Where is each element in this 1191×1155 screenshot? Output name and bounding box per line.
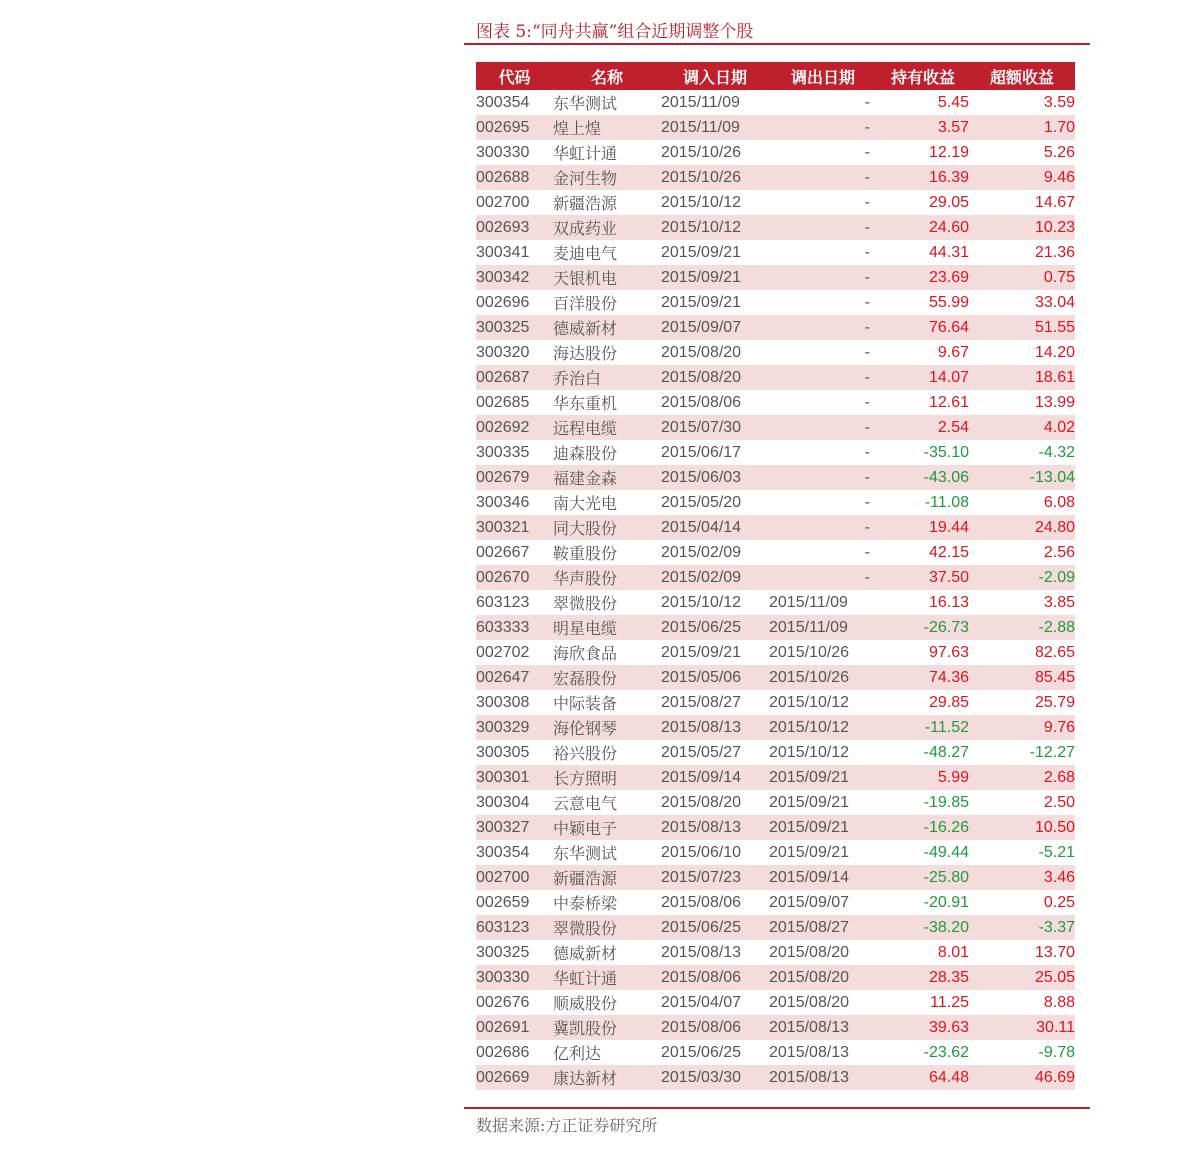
in-date-cell: 2015/08/06 [661, 965, 769, 990]
in-date-cell: 2015/09/21 [661, 243, 742, 261]
out-date-cell: 2015/08/27 [769, 915, 877, 940]
holding-return-cell: -19.85 [923, 793, 969, 811]
stock-name-cell: 煌上煌 [553, 115, 661, 140]
table-row [476, 965, 1075, 990]
holding-return-cell: -49.44 [923, 843, 969, 861]
table-row [476, 815, 1075, 840]
table-row [476, 1065, 1075, 1090]
holding-return-cell: 74.36 [877, 665, 969, 690]
holding-return-cell: 16.13 [928, 593, 969, 611]
out-date-cell: - [864, 443, 870, 461]
holding-return-cell: 12.61 [928, 393, 969, 411]
table-header-row [476, 62, 1075, 90]
holding-return-cell: -48.27 [923, 743, 969, 761]
table-row [476, 665, 1075, 690]
holding-return-cell: 23.69 [877, 265, 969, 290]
holding-return-cell: -11.52 [877, 715, 969, 740]
holding-return-cell: 8.01 [937, 943, 969, 961]
out-date-cell: 2015/09/14 [769, 865, 877, 890]
holding-return-cell: -35.10 [923, 443, 969, 461]
stock-code-cell: 002695 [476, 115, 553, 140]
excess-return-cell: 2.50 [1043, 793, 1075, 811]
stock-code-cell: 300305 [476, 743, 530, 761]
out-date-cell: 2015/10/26 [769, 643, 850, 661]
excess-return-cell: 2.68 [969, 765, 1075, 790]
excess-return-cell: 24.80 [969, 515, 1075, 540]
table-row [476, 515, 1075, 540]
holding-return-cell: 37.50 [877, 565, 969, 590]
out-date-cell: - [769, 215, 877, 240]
out-date-cell: 2015/10/12 [769, 693, 850, 711]
stock-name-cell: 中颖电子 [553, 815, 661, 840]
stock-code-cell: 002676 [476, 993, 530, 1011]
figure-title: 图表 5:“同舟共赢”组合近期调整个股 [476, 22, 754, 42]
out-date-cell: - [769, 265, 877, 290]
excess-return-cell: 9.46 [969, 165, 1075, 190]
in-date-cell: 2015/10/12 [661, 193, 742, 211]
stock-code-cell: 300354 [476, 93, 530, 111]
out-date-cell: 2015/08/20 [769, 965, 877, 990]
excess-return-cell: 82.65 [1034, 643, 1075, 661]
stock-code-cell: 002700 [476, 865, 553, 890]
out-date-cell: 2015/09/21 [769, 765, 877, 790]
stock-name-cell: 海伦钢琴 [553, 715, 661, 740]
out-date-cell: - [769, 565, 877, 590]
holding-return-cell: -16.26 [877, 815, 969, 840]
stock-code-cell: 002702 [476, 643, 530, 661]
holding-return-cell: 42.15 [928, 543, 969, 561]
stock-name-cell: 百洋股份 [553, 296, 618, 313]
excess-return-cell: -2.88 [969, 615, 1075, 640]
in-date-cell: 2015/06/25 [661, 1043, 742, 1061]
stock-name-cell: 新疆浩源 [553, 196, 618, 213]
stock-name-cell: 天银机电 [553, 265, 661, 290]
in-date-cell: 2015/05/06 [661, 665, 769, 690]
excess-return-cell: -2.09 [969, 565, 1075, 590]
out-date-cell: 2015/10/12 [769, 743, 850, 761]
stock-code-cell: 603123 [476, 915, 553, 940]
table-row [476, 215, 1075, 240]
table-row [476, 890, 1075, 915]
table-row [476, 115, 1075, 140]
holding-return-cell: 44.31 [928, 243, 969, 261]
table-row [476, 590, 1075, 615]
out-date-cell: 2015/09/21 [769, 793, 850, 811]
excess-return-cell: -9.78 [1038, 1043, 1075, 1061]
excess-return-cell: 3.85 [1043, 593, 1075, 611]
table-row [476, 740, 1075, 765]
holding-return-cell: 3.57 [877, 115, 969, 140]
table-row [476, 265, 1075, 290]
out-date-cell: - [864, 543, 870, 561]
in-date-cell: 2015/11/09 [661, 115, 769, 140]
out-date-cell: - [864, 393, 870, 411]
source-divider [464, 1107, 1090, 1109]
table-row [476, 640, 1075, 665]
in-date-cell: 2015/08/06 [661, 893, 742, 911]
table-row [476, 240, 1075, 265]
holding-return-cell: 29.85 [928, 693, 969, 711]
holding-return-cell: 64.48 [877, 1065, 969, 1090]
out-date-cell: 2015/09/07 [769, 893, 850, 911]
stock-code-cell: 002667 [476, 543, 530, 561]
stock-name-cell: 乔治白 [553, 365, 661, 390]
header-out-date: 调出日期 [769, 62, 877, 90]
excess-return-cell: 46.69 [969, 1065, 1075, 1090]
source-note: 数据来源:方正证券研究所 [476, 1116, 658, 1135]
table-row [476, 915, 1075, 940]
in-date-cell: 2015/04/14 [661, 515, 769, 540]
stock-code-cell: 300346 [476, 493, 530, 511]
stock-name-cell: 冀凯股份 [553, 1015, 661, 1040]
excess-return-cell: 25.79 [1034, 693, 1075, 711]
excess-return-cell: -13.04 [969, 465, 1075, 490]
excess-return-cell: 33.04 [1034, 293, 1075, 311]
stock-name-cell: 新疆浩源 [553, 865, 661, 890]
out-date-cell: - [769, 415, 877, 440]
excess-return-cell: 18.61 [969, 365, 1075, 390]
table-row [476, 840, 1075, 865]
holding-return-cell: 39.63 [877, 1015, 969, 1040]
stock-code-cell: 002685 [476, 393, 530, 411]
in-date-cell: 2015/10/12 [661, 215, 769, 240]
stock-name-cell: 鞍重股份 [553, 546, 618, 563]
stock-name-cell: 海达股份 [553, 346, 618, 363]
stock-code-cell: 002669 [476, 1065, 553, 1090]
stock-code-cell: 002686 [476, 1043, 530, 1061]
table-row [476, 390, 1075, 415]
in-date-cell: 2015/05/20 [661, 493, 742, 511]
stock-name-cell: 金河生物 [553, 165, 661, 190]
in-date-cell: 2015/10/12 [661, 593, 742, 611]
stock-code-cell: 002659 [476, 893, 530, 911]
in-date-cell: 2015/05/27 [661, 743, 742, 761]
out-date-cell: 2015/11/09 [769, 593, 848, 611]
holding-return-cell: -38.20 [877, 915, 969, 940]
stock-name-cell: 德威新材 [553, 315, 661, 340]
in-date-cell: 2015/09/21 [661, 643, 742, 661]
excess-return-cell: 3.59 [1043, 93, 1075, 111]
in-date-cell: 2015/08/13 [661, 815, 769, 840]
excess-return-cell: 10.50 [969, 815, 1075, 840]
in-date-cell: 2015/10/26 [661, 143, 742, 161]
stock-code-cell: 002691 [476, 1015, 553, 1040]
stock-name-cell: 宏磊股份 [553, 665, 661, 690]
table-row [476, 765, 1075, 790]
stock-name-cell: 双成药业 [553, 215, 661, 240]
stock-name-cell: 裕兴股份 [553, 746, 618, 763]
excess-return-cell: -3.37 [969, 915, 1075, 940]
holding-return-cell: 55.99 [928, 293, 969, 311]
excess-return-cell: 13.99 [1034, 393, 1075, 411]
table-row [476, 715, 1075, 740]
table-row [476, 990, 1075, 1015]
excess-return-cell: 14.20 [1034, 343, 1075, 361]
table-row [476, 90, 1075, 115]
in-date-cell: 2015/08/13 [661, 943, 742, 961]
stock-code-cell: 300329 [476, 715, 553, 740]
stock-code-cell: 300304 [476, 793, 530, 811]
stock-name-cell: 长方照明 [553, 765, 661, 790]
excess-return-cell: 9.76 [969, 715, 1075, 740]
excess-return-cell: 30.11 [969, 1015, 1075, 1040]
holding-return-cell: 11.25 [930, 993, 969, 1011]
stock-code-cell: 300308 [476, 693, 530, 711]
header-excess-return: 超额收益 [969, 62, 1075, 90]
stock-name-cell: 中际装备 [553, 696, 618, 713]
in-date-cell: 2015/07/23 [661, 865, 769, 890]
in-date-cell: 2015/08/27 [661, 693, 742, 711]
holding-return-cell: 16.39 [877, 165, 969, 190]
stock-code-cell: 603123 [476, 593, 530, 611]
excess-return-cell: 13.70 [1034, 943, 1075, 961]
header-name: 名称 [553, 62, 661, 90]
stock-code-cell: 300330 [476, 965, 553, 990]
out-date-cell: 2015/08/13 [769, 1015, 877, 1040]
out-date-cell: - [864, 93, 870, 111]
stock-name-cell: 康达新材 [553, 1065, 661, 1090]
stock-name-cell: 华声股份 [553, 565, 661, 590]
stock-code-cell: 002679 [476, 465, 553, 490]
excess-return-cell: 1.70 [969, 115, 1075, 140]
in-date-cell: 2015/08/13 [661, 715, 769, 740]
holding-return-cell: 9.67 [937, 343, 969, 361]
excess-return-cell: -4.32 [1038, 443, 1075, 461]
stock-code-cell: 300327 [476, 815, 553, 840]
in-date-cell: 2015/06/10 [661, 843, 742, 861]
out-date-cell: - [769, 515, 877, 540]
stock-name-cell: 华虹计通 [553, 146, 618, 163]
in-date-cell: 2015/06/03 [661, 465, 769, 490]
out-date-cell: - [769, 315, 877, 340]
stock-code-cell: 300335 [476, 443, 530, 461]
stock-name-cell: 东华测试 [553, 846, 618, 863]
holding-return-cell: -11.08 [924, 493, 969, 511]
stock-name-cell: 同大股份 [553, 515, 661, 540]
table-row [476, 140, 1075, 165]
in-date-cell: 2015/09/14 [661, 765, 769, 790]
in-date-cell: 2015/09/21 [661, 293, 742, 311]
header-code: 代码 [476, 62, 553, 90]
out-date-cell: 2015/09/21 [769, 843, 850, 861]
excess-return-cell: 0.75 [969, 265, 1075, 290]
holding-return-cell: -20.91 [923, 893, 969, 911]
table-row [476, 415, 1075, 440]
holding-return-cell: 29.05 [928, 193, 969, 211]
header-holding-return: 持有收益 [877, 62, 969, 90]
holding-return-cell: 5.45 [937, 93, 969, 111]
in-date-cell: 2015/09/07 [661, 315, 769, 340]
table-row [476, 165, 1075, 190]
stock-name-cell: 顺威股份 [553, 996, 618, 1013]
holding-return-cell: 24.60 [877, 215, 969, 240]
stock-name-cell: 华虹计通 [553, 965, 661, 990]
table-row [476, 540, 1075, 565]
in-date-cell: 2015/08/06 [661, 393, 742, 411]
stock-code-cell: 300301 [476, 765, 553, 790]
excess-return-cell: 3.46 [969, 865, 1075, 890]
out-date-cell: - [864, 343, 870, 361]
excess-return-cell: 5.26 [1043, 143, 1075, 161]
in-date-cell: 2015/06/25 [661, 915, 769, 940]
out-date-cell: 2015/10/26 [769, 665, 877, 690]
in-date-cell: 2015/06/25 [661, 615, 769, 640]
excess-return-cell: 21.36 [1034, 243, 1075, 261]
stock-code-cell: 300325 [476, 315, 553, 340]
stock-name-cell: 亿利达 [553, 1046, 602, 1063]
in-date-cell: 2015/11/09 [661, 93, 740, 111]
holding-return-cell: 28.35 [877, 965, 969, 990]
portfolio-adjustment-table [476, 62, 1075, 1090]
holding-return-cell: 19.44 [877, 515, 969, 540]
stock-code-cell: 002687 [476, 365, 553, 390]
stock-code-cell: 002696 [476, 293, 530, 311]
out-date-cell: 2015/08/20 [769, 943, 850, 961]
table-row [476, 190, 1075, 215]
stock-code-cell: 002688 [476, 165, 553, 190]
stock-name-cell: 德威新材 [553, 946, 618, 963]
holding-return-cell: -23.62 [923, 1043, 969, 1061]
out-date-cell: - [769, 115, 877, 140]
stock-name-cell: 华东重机 [553, 396, 618, 413]
stock-code-cell: 002692 [476, 415, 553, 440]
stock-name-cell: 东华测试 [553, 96, 618, 113]
table-row [476, 940, 1075, 965]
in-date-cell: 2015/02/09 [661, 543, 742, 561]
stock-name-cell: 翠微股份 [553, 596, 618, 613]
excess-return-cell: 4.02 [969, 415, 1075, 440]
stock-code-cell: 300325 [476, 943, 530, 961]
table-row [476, 1015, 1075, 1040]
out-date-cell: - [769, 165, 877, 190]
in-date-cell: 2015/08/20 [661, 793, 742, 811]
out-date-cell: - [864, 293, 870, 311]
holding-return-cell: 14.07 [877, 365, 969, 390]
in-date-cell: 2015/08/20 [661, 343, 742, 361]
holding-return-cell: -43.06 [877, 465, 969, 490]
out-date-cell: 2015/10/12 [769, 715, 877, 740]
out-date-cell: 2015/09/21 [769, 815, 877, 840]
out-date-cell: 2015/08/13 [769, 1065, 877, 1090]
excess-return-cell: 10.23 [969, 215, 1075, 240]
holding-return-cell: 5.99 [877, 765, 969, 790]
out-date-cell: 2015/08/20 [769, 993, 850, 1011]
stock-name-cell: 远程电缆 [553, 415, 661, 440]
stock-code-cell: 002700 [476, 193, 530, 211]
table-row [476, 565, 1075, 590]
in-date-cell: 2015/03/30 [661, 1065, 769, 1090]
holding-return-cell: 12.19 [928, 143, 969, 161]
stock-name-cell: 麦迪电气 [553, 246, 618, 263]
out-date-cell: - [769, 365, 877, 390]
holding-return-cell: -25.80 [877, 865, 969, 890]
out-date-cell: - [769, 465, 877, 490]
stock-code-cell: 300341 [476, 243, 530, 261]
out-date-cell: - [864, 243, 870, 261]
stock-code-cell: 002670 [476, 565, 553, 590]
excess-return-cell: -12.27 [1029, 743, 1075, 761]
stock-code-cell: 300342 [476, 265, 553, 290]
stock-name-cell: 迪森股份 [553, 446, 618, 463]
excess-return-cell: 2.56 [1043, 543, 1075, 561]
stock-code-cell: 300330 [476, 143, 530, 161]
stock-name-cell: 海欣食品 [553, 646, 618, 663]
excess-return-cell: -5.21 [1038, 843, 1075, 861]
excess-return-cell: 14.67 [1034, 193, 1075, 211]
in-date-cell: 2015/10/26 [661, 165, 769, 190]
table-row [476, 290, 1075, 315]
stock-name-cell: 中泰桥梁 [553, 896, 618, 913]
in-date-cell: 2015/09/21 [661, 265, 769, 290]
stock-code-cell: 300354 [476, 843, 530, 861]
out-date-cell: - [864, 193, 870, 211]
excess-return-cell: 25.05 [969, 965, 1075, 990]
holding-return-cell: 2.54 [877, 415, 969, 440]
in-date-cell: 2015/04/07 [661, 993, 742, 1011]
excess-return-cell: 0.25 [1043, 893, 1075, 911]
in-date-cell: 2015/08/20 [661, 365, 769, 390]
out-date-cell: 2015/11/09 [769, 615, 877, 640]
excess-return-cell: 8.88 [1043, 993, 1075, 1011]
title-divider [464, 43, 1090, 45]
out-date-cell: 2015/08/13 [769, 1043, 850, 1061]
stock-name-cell: 明星电缆 [553, 615, 661, 640]
stock-code-cell: 300321 [476, 515, 553, 540]
stock-code-cell: 300320 [476, 343, 530, 361]
table-row [476, 790, 1075, 815]
stock-name-cell: 云意电气 [553, 796, 618, 813]
table-row [476, 615, 1075, 640]
in-date-cell: 2015/07/30 [661, 415, 769, 440]
in-date-cell: 2015/06/17 [661, 443, 742, 461]
stock-code-cell: 002647 [476, 665, 553, 690]
holding-return-cell: 97.63 [928, 643, 969, 661]
stock-code-cell: 002693 [476, 215, 553, 240]
holding-return-cell: 76.64 [877, 315, 969, 340]
header-in-date: 调入日期 [661, 62, 769, 90]
stock-code-cell: 603333 [476, 615, 553, 640]
table-row [476, 465, 1075, 490]
excess-return-cell: 51.55 [969, 315, 1075, 340]
table-row [476, 440, 1075, 465]
out-date-cell: - [864, 143, 870, 161]
in-date-cell: 2015/08/06 [661, 1015, 769, 1040]
stock-name-cell: 南大光电 [553, 496, 618, 513]
table-row [476, 490, 1075, 515]
excess-return-cell: 6.08 [1043, 493, 1075, 511]
in-date-cell: 2015/02/09 [661, 565, 769, 590]
table-row [476, 690, 1075, 715]
excess-return-cell: 85.45 [969, 665, 1075, 690]
stock-name-cell: 福建金森 [553, 465, 661, 490]
table-row [476, 365, 1075, 390]
table-row [476, 340, 1075, 365]
table-row [476, 1040, 1075, 1065]
table-row [476, 315, 1075, 340]
out-date-cell: - [864, 493, 870, 511]
stock-name-cell: 翠微股份 [553, 915, 661, 940]
table-row [476, 865, 1075, 890]
holding-return-cell: -26.73 [877, 615, 969, 640]
